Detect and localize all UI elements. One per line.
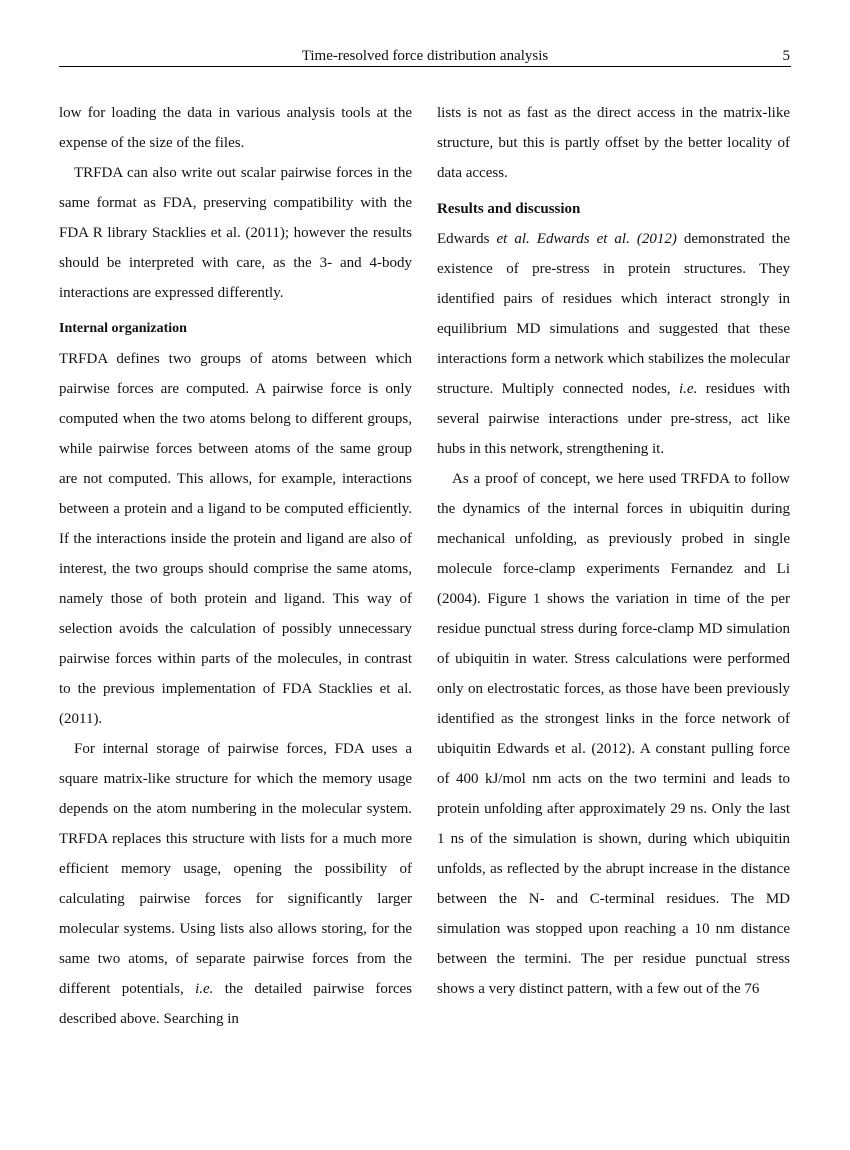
paragraph: lists is not as fast as the direct access in the matrix-like structure, but this is partly offset by the better locality of data access. [437, 105, 790, 181]
text-segment: demonstrated the existence of pre-stress in protein structures. They identified pairs of residues which interact strongly in equilibrium MD simulations and suggested that these interactions form a network which stabilizes the molecular structure. Multiply connected nodes, [437, 231, 791, 397]
section-heading: Results and discussion [437, 201, 581, 217]
text-segment: For internal storage of pairwise forces, FDA uses a square matrix-like structure for which the memory usage depends on the atom numbering in the molecular system. TRFDA replaces this structure with lists for a much more efficient memory usage, opening the possibility of calculating pairwise forces for significantly larger molecular systems. Using lists also allows storing, for the same two atoms, of separate pairwise forces from the different potentials, [59, 741, 412, 997]
text-segment: the detailed pairwise forces described above. Searching in [59, 981, 412, 1027]
text-segment: Edwards [437, 231, 490, 247]
italic-text: i.e. [195, 981, 214, 997]
subsection-heading: Internal organization [59, 321, 187, 336]
paragraph [437, 224, 790, 464]
left-column [59, 98, 412, 1034]
italic-text: i.e. [679, 381, 698, 397]
right-column [437, 98, 790, 1004]
paragraph [59, 734, 412, 1034]
running-title: Time-resolved force distribution analysis [301, 48, 549, 64]
page-number: 5 [782, 48, 790, 64]
paragraph: TRFDA can also write out scalar pairwise forces in the same format as FDA, preserving compatibility with the FDA R library Stacklies et al. (2011); however the results should be interpreted with care, as the 3- and 4-body interactions are expressed differently. [59, 165, 412, 301]
text-segment: residues with several pairwise interactions under pre-stress, act like hubs in this network, strengthening it. [437, 381, 791, 457]
paragraph: low for loading the data in various analysis tools at the expense of the size of the files. [59, 105, 412, 151]
paragraph: As a proof of concept, we here used TRFDA to follow the dynamics of the internal forces in ubiquitin during mechanical unfolding, as previously probed in single molecule force-clamp experiments Fernandez and Li (2004). Figure 1 shows the variation in time of the per residue punctual stress during force-clamp MD simulation of ubiquitin in water. Stress calculations were performed only on electrostatic forces, as those have been previously identified as the strongest links in the force network of ubiquitin Edwards et al. (2012). A constant pulling force of 400 kJ/mol nm acts on the two termini and leads to protein unfolding after approximately 29 ns. Only the last 1 ns of the simulation is shown, during which ubiquitin unfolds, as reflected by the abrupt increase in the distance between the N- and C-terminal residues. The MD simulation was stopped upon reaching a 10 nm distance between the termini. The per residue punctual stress shows a very distinct pattern, with a few out of the 76 [437, 471, 790, 997]
italic-text: et al. Edwards et al. (2012) [496, 231, 677, 247]
page-header [59, 46, 791, 67]
paragraph: TRFDA defines two groups of atoms between which pairwise forces are computed. A pairwise force is only computed when the two atoms belong to different groups, while pairwise forces between atoms of the same group are not computed. This allows, for example, interactions between a protein and a ligand to be computed efficiently. If the interactions inside the protein and ligand are also of interest, the two groups should comprise the same atoms, namely those of both protein and ligand. This way of selection avoids the calculation of possibly unnecessary pairwise forces within parts of the molecules, in contrast to the previous implementation of FDA Stacklies et al. (2011). [59, 351, 412, 727]
